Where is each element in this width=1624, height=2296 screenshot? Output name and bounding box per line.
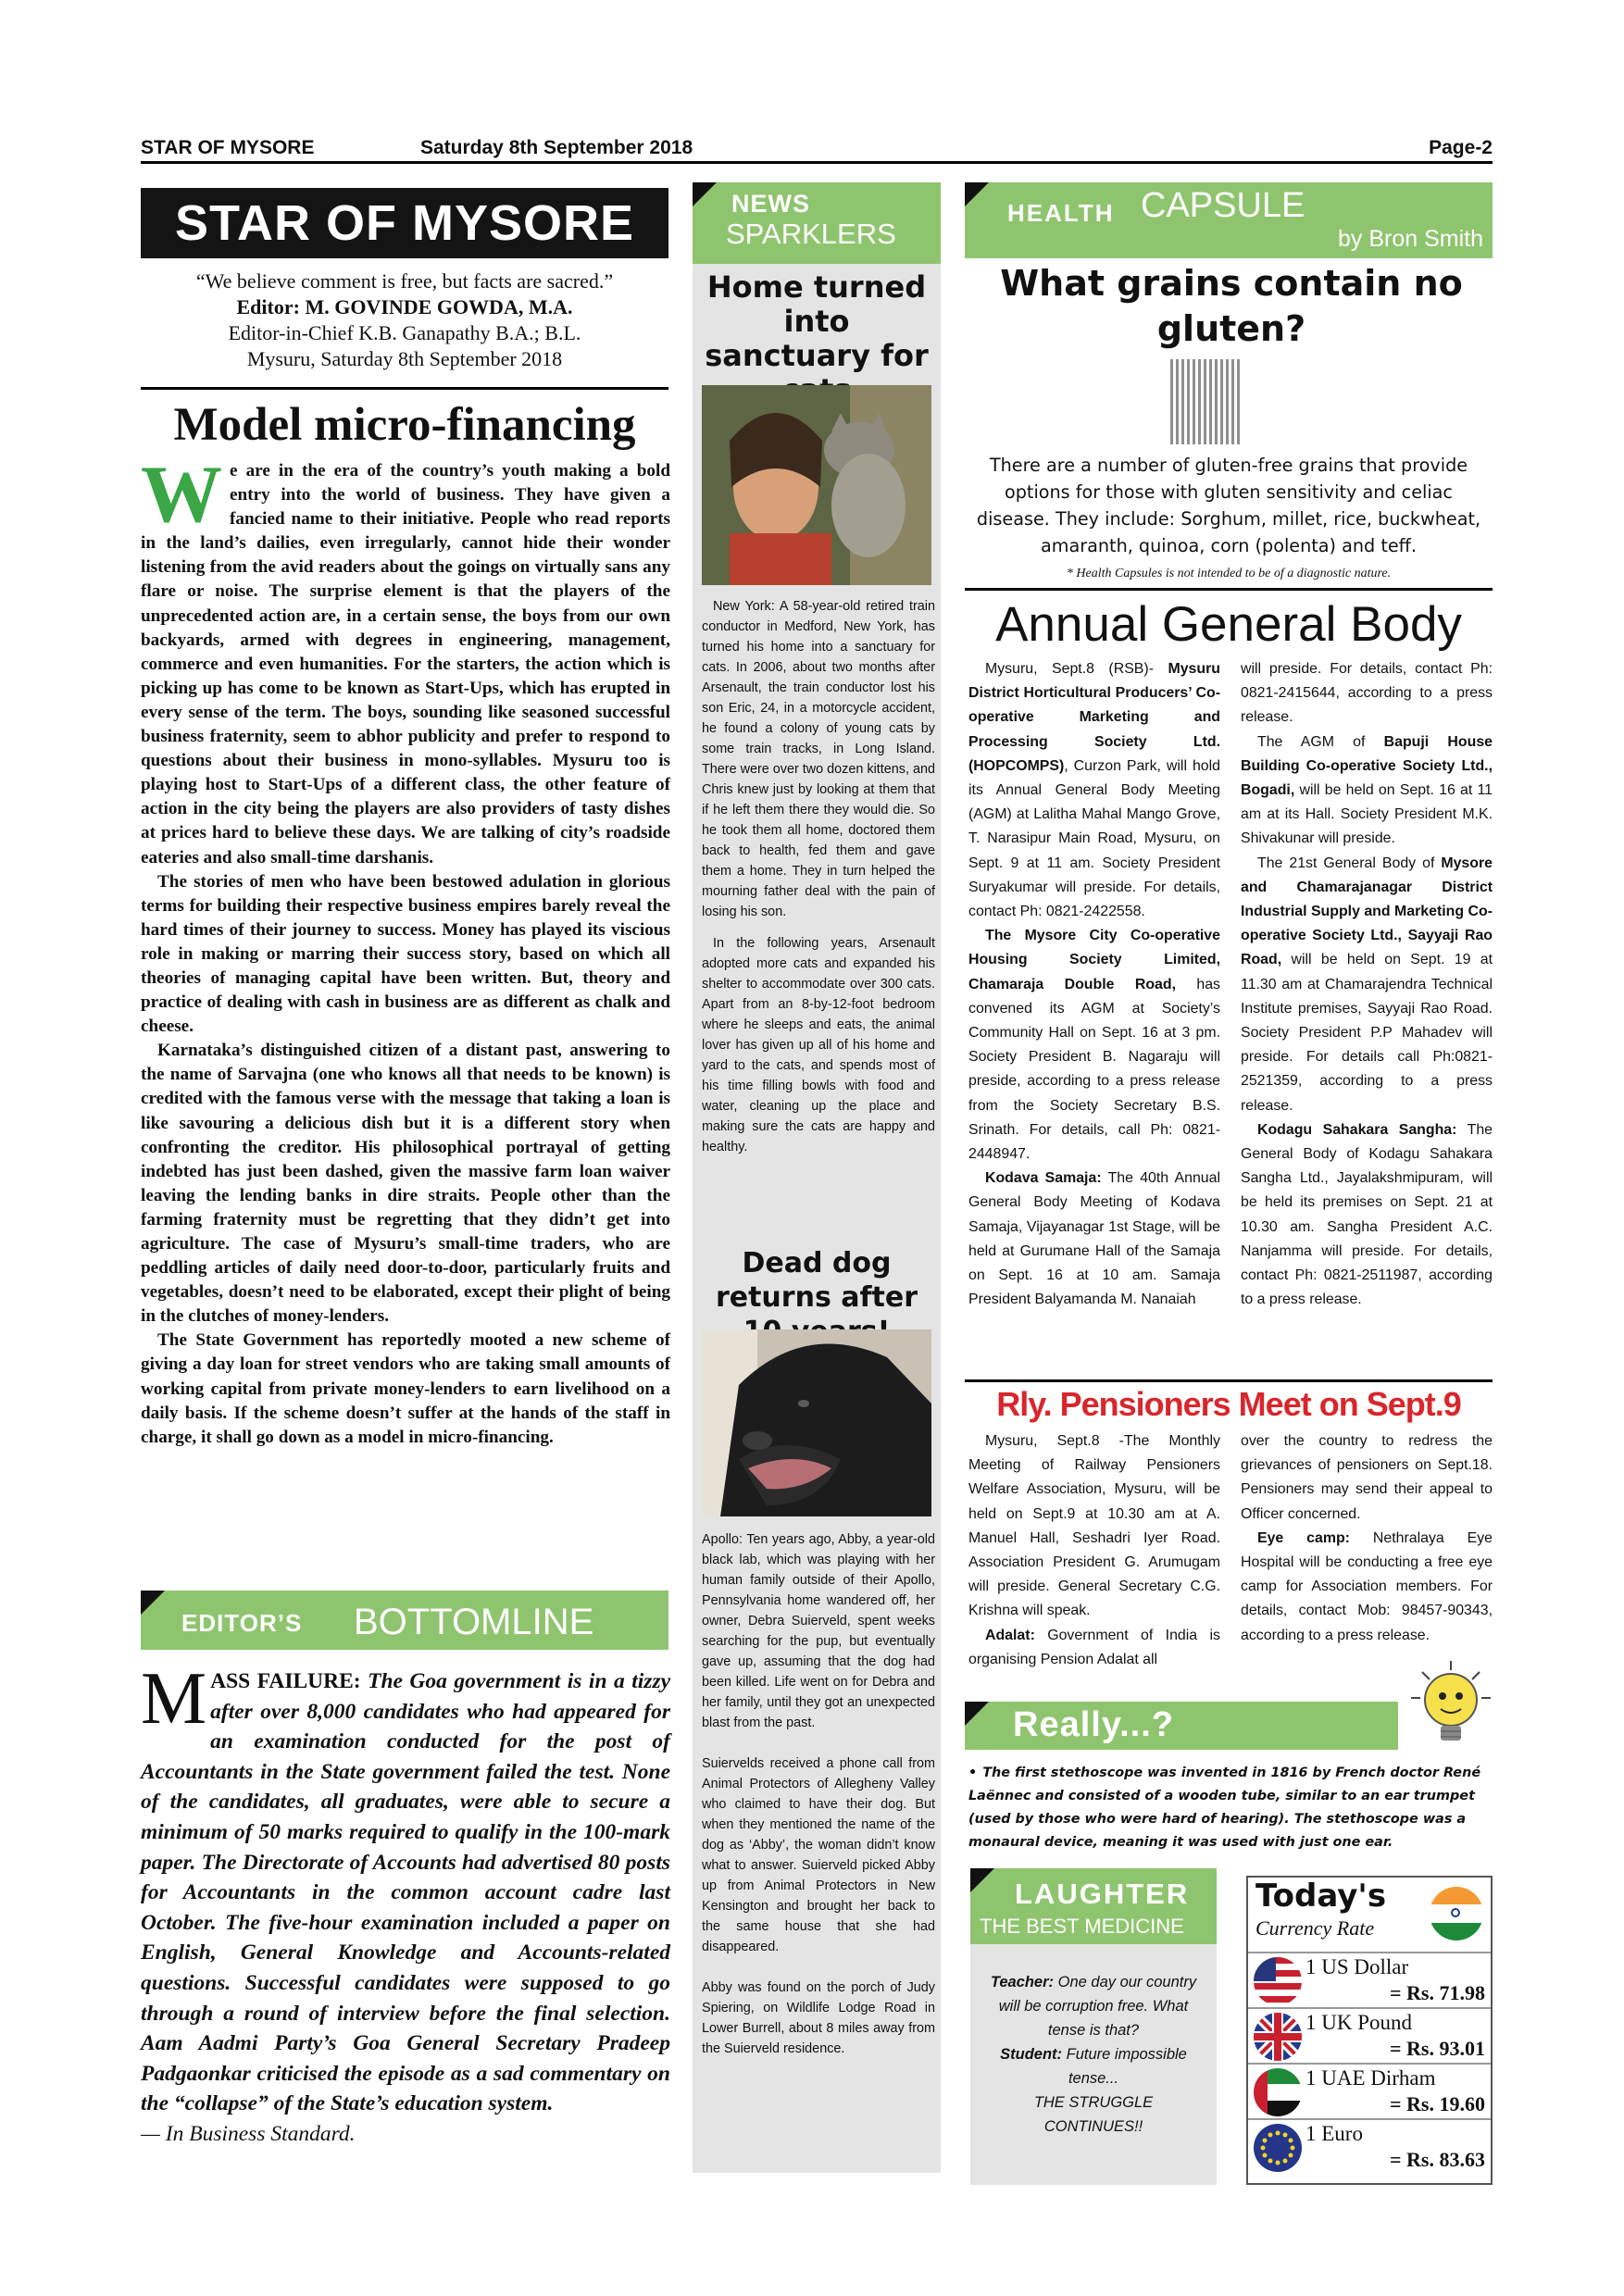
currency-title: Today's	[1255, 1878, 1387, 1915]
agb-item-3-cont: will preside. For details, contact Ph: 0821-2415644, according to a press release.	[1241, 661, 1493, 726]
story1-paragraph-2: In the following years, Arsenault adopted more cats and expanded his shelter to accommodate over 300 cats. Apart from an 8-by-12-foot bedroom where he sleeps and eats, the animal lover has given up all of his home and yard to the cats, and spends most of his time filling bowls with food and water, cleaning up the place and making sure the cats are happy and healthy.	[702, 936, 935, 1154]
banner-corner-icon	[970, 1868, 994, 1892]
rate-value-aed: = Rs. 19.60	[1390, 2092, 1485, 2115]
sparklers-label-b: SPARKLERS	[726, 218, 896, 250]
rate-value-eur: = Rs. 83.63	[1390, 2148, 1485, 2171]
health-note: * Health Capsules is not intended to be of a diagnostic nature.	[1066, 567, 1392, 580]
banner-corner-icon	[965, 1702, 989, 1726]
laughter-label-b: THE BEST MEDICINE	[980, 1915, 1184, 1938]
currency-subtitle: Currency Rate	[1255, 1916, 1375, 1940]
agb-item-2: The Mysore City Co-operative Housing Society Limited, Chamaraja Double Road, has convened its AGM at Society’s Community Hall on Sept. 16 at 3 pm. Society President B. Nagaraju will preside, according to a press release from the Society Secretary B.S. Srinath. For details, call Ph: 0821-2448947.	[968, 928, 1220, 1163]
bottomline-label-a: EDITOR’S	[181, 1609, 303, 1637]
bullet-icon: •	[968, 1766, 978, 1780]
uk-flag-icon	[1254, 2013, 1302, 2061]
story2-body	[702, 1529, 935, 2059]
masthead-motto: “We believe comment is free, but facts are sacred.”	[195, 269, 614, 293]
health-rule	[965, 588, 1493, 591]
health-body: There are a number of gluten-free grains that provide options for those with gluten sensitivity and celiac disease. They include: Sorghum, millet, rice, buckwheat, amaranth, quinoa, corn (polenta) and teff.	[976, 455, 1481, 556]
agb-item-4: The AGM of Bapuji House Building Co-operative Society Ltd., Bogadi, will be held on Sept. 16 at 11 am at its Hall. Society President M.K. Shivakunar will preside.	[1241, 733, 1493, 847]
eu-flag-icon	[1254, 2124, 1302, 2172]
story1-paragraph-1: New York: A 58-year-old retired train conductor in Medford, New York, has turned his home into a sanctuary for cats. In 2006, about two months after Arsenault, the train conductor lost his son Eric, 24, in a motorcycle accident, he found a colony of young cats by some train tracks, in Long Island. There were over two dozen kittens, and Chris knew just by looking at them that if he left them there they would die. So he took them all home, doctored them back to health, fed them and gave them a home. They in turn helped the mourning father deal with the pain of losing his son.	[702, 599, 935, 919]
editorial-paragraph-4: The State Government has reportedly mooted a new scheme of giving a day loan for street vendors who are taking small amounts of working capital from private money-lenders to earn livelihood on a daily basis. If the scheme doesn’t suffer at the hands of the staff in charge, it shall go down as a model in micro-financing.	[141, 1330, 670, 1447]
health-banner	[965, 182, 1493, 258]
masthead-editor: Editor: M. GOVINDE GOWDA, M.A.	[236, 295, 573, 318]
rate-row-aed	[1248, 2063, 1491, 2120]
rly-paragraph-2: over the country to redress the grievances of pensioners on Sept.18. Pensioners may send their appeal to Officer concerned.	[1241, 1433, 1493, 1522]
editorial-paragraph-1: e are in the era of the country’s youth making a bold entry into the world of business. They have given a fancied name to their initiative. People who read reports in the land’s dailies, even irregularly, cannot hide their wonder listening from the avid readers about the goings on virtually sans any flare or noise. The surprise element is that the players of the unprecedented action are, in a certain sense, the boys from our own backyards, armed with degrees in engineering, management, commerce and even humanities. For the starters, the action which is picking up has come to be known as Start-Ups, which has erupted in every sense of the term. The boys, sounding like seasoned successful business fraternity, seem to abhor publicity and prefer to respond to questions about their business in mono-syllables. Mysuru too is playing host to Start-Ups of a different class, the other feature of action in the city being the players are also providers of tasty dishes at prices hard to believe these days. We are talking of city’s roadside eateries and also small-time darshanis.	[141, 461, 670, 867]
sparklers-label-a: NEWS	[731, 190, 810, 218]
masthead-rule	[141, 387, 668, 390]
health-title: What grains contain no gluten?	[1000, 263, 1463, 349]
really-label: Really...?	[1013, 1705, 1175, 1744]
story2-paragraph-3: Abby was found on the porch of Judy Spiering, on Wildlife Lodge Road in Lower Burrell, about 8 miles away from the Suierveld residence.	[702, 1980, 935, 2056]
rate-row-eur	[1248, 2118, 1491, 2176]
editorial-body	[141, 450, 670, 1450]
bottomline-label-b: BOTTOMLINE	[354, 1602, 594, 1642]
bottomline-text: The Goa government is in a tizzy after over 8,000 candidates who had appeared for an examination conducted for the post of Accountants in the State government failed the test. None of the candidates, all graduates, were able to secure a minimum of 50 marks required to qualify in the 100-mark paper. The Directorate of Accounts had advertised 80 posts for Accountants in the common account cadre last October. The five-hour examination included a paper on English, General Knowledge and Accounts-related questions. Successful candidates were supposed to go through a round of interview before the final selection. Aam Aadmi Party’s Goa General Secretary Pradeep Padgaonkar criticised the episode as a sad commentary on the “collapse” of the State’s education system.	[141, 1669, 671, 2116]
rate-name-usd: 1 US Dollar	[1305, 1955, 1409, 1978]
cat-man-photo	[702, 385, 931, 585]
rly-paragraph-adalat: Adalat: Government of India is organising Pension Adalat all	[968, 1627, 1220, 1667]
dog-illustration	[702, 1329, 931, 1516]
banner-corner-icon	[965, 182, 989, 206]
agb-column-1	[968, 657, 1220, 1312]
page-header	[141, 137, 1493, 164]
agb-item-1: Mysuru, Sept.8 (RSB)- Mysuru District Horticultural Producers’ Co-operative Marketing and Processing Society Ltd. (HOPCOMPS), Curzon Park, will hold its Annual General Body Meeting (AGM) at Lalitha Mahal Mango Grove, T. Narasipur Main Road, Mysuru, on Sept. 9 at 11 am. Society President Suryakumar will preside. For details, contact Ph: 0821-2422558.	[968, 661, 1220, 920]
editorial-dropcap: W	[141, 450, 222, 540]
banner-corner-icon	[141, 1591, 165, 1615]
bottomline-body	[141, 1658, 671, 2150]
dog-photo	[702, 1329, 931, 1516]
health-label-b: CAPSULE	[1141, 186, 1305, 225]
rly-title: Rly. Pensioners Meet on Sept.9	[996, 1385, 1461, 1423]
rly-paragraph-eye: Eye camp: Nethralaya Eye Hospital will be conducting a free eye camp for Association members. For details, contact Mob: 98457-90343, according to a press release.	[1241, 1529, 1493, 1643]
currency-box	[1246, 1876, 1493, 2185]
rate-value-gbp: = Rs. 93.01	[1390, 2037, 1485, 2060]
health-byline: by Bron Smith	[1337, 226, 1483, 252]
rly-paragraph-1: Mysuru, Sept.8 -The Monthly Meeting of Railway Pensioners Welfare Association, Mysuru, will be held on Sept.9 at 10.30 am at A. Manuel Hall, Seshadri Iyer Road. Association President G. Arumugam will preside. General Secretary C.G. Krishna will speak.	[968, 1433, 1220, 1619]
rly-column-2	[1241, 1429, 1493, 1648]
health-label-a: HEALTH	[1007, 199, 1115, 227]
laughter-label-a: LAUGHTER	[1015, 1878, 1190, 1910]
laughter-banner	[970, 1868, 1217, 1944]
rate-name-aed: 1 UAE Dirham	[1305, 2066, 1436, 2090]
story1-title: Home turned into sanctuary for	[705, 269, 929, 373]
editorial-paragraph-3: Karnataka’s distinguished citizen of a distant past, answering to the name of Sarvajna (one who knows all that needs to be known) is credited with the famous verse with the message that taking a loan is like savouring a delicious dish but it is a different story when confronting the creditor. His philosophical portrayal of getting indebted has just been dashed, given the massive farm loan waiver leaving the lending banks in dire straits. People other than the farming fraternity must be regretting that they didn’t get into agriculture. The case of Mysuru’s small-time traders, who are peddling articles of daily need door-to-door, particularly fruits and vegetables, doesn’t need to be elaborated, except their plight of being in the clutches of money-lenders.	[141, 1041, 670, 1327]
joke-student: Student: Future impossible tense...	[1000, 2046, 1187, 2087]
story2-paragraph-1: Apollo: Ten years ago, Abby, a year-old black lab, which was playing with her human family outside of their Apollo, Pennsylvania home wandered off, her owner, Debra Suierveld, spent weeks searching for the pup, but eventually gave up, assuming that the dog had been killed. Life went on for Debra and her family, until they got an unexpected blast from the past.	[702, 1532, 935, 1730]
story1-body	[702, 596, 935, 1157]
agb-item-6: Kodagu Sahakara Sangha: The General Body of Kodagu Sahakara Sangha Ltd., Jayalakshmipuram, will be held its premises on Sept. 21 at 10.30 am. Sangha President A.C. Nanjamma will preside. For details, contact Ph: 0821-2511987, according to a press release.	[1241, 1121, 1493, 1308]
bottomline-banner	[141, 1591, 668, 1650]
grain-image	[1170, 359, 1241, 444]
agb-rule	[965, 1379, 1493, 1382]
banner-corner-icon	[693, 182, 717, 206]
bottomline-source: — In Business Standard.	[141, 2121, 356, 2146]
sparklers-banner	[693, 182, 941, 264]
uae-flag-icon	[1254, 2068, 1302, 2116]
masthead-logo: STAR OF MYSORE	[141, 188, 668, 258]
rate-value-usd: = Rs. 71.98	[1390, 1981, 1485, 2004]
rly-column-1	[968, 1429, 1220, 1672]
rate-row-usd	[1248, 1952, 1491, 2009]
really-fact: • The first stethoscope was invented in 1816 by French doctor René Laënnec and consisted of a wooden tube, similar to an ear trumpet (used by those who were hard of hearing). The stethoscope was a monaural device, meaning it was used with just one ear.	[968, 1766, 1481, 1850]
india-flag-icon	[1430, 1887, 1483, 1940]
editorial-paragraph-2: The stories of men who have been bestowed adulation in glorious terms for building their respective business empires barely reveal the hard times of their journey to success. Money has played its viscious role in making or marring their success story, based on which all theories of managing capital have been written. But, theory and practice of dealing with cash in business are as different as chalk and cheese.	[141, 871, 670, 1037]
story2-paragraph-2: Suiervelds received a phone call from Animal Protectors of Allegheny Valley who claimed to have their dog. But when they mentioned the name of the dog as ‘Abby’, the woman didn’t know what to answer. Suierveld picked Abby up from Animal Protectors in New Kensington and brought her back to the same house that she had disappeared.	[702, 1756, 935, 1954]
rate-name-eur: 1 Euro	[1305, 2122, 1363, 2145]
masthead-info	[141, 268, 668, 372]
header-page-number: Page-2	[1429, 137, 1493, 158]
masthead-dateline: Mysuru, Saturday 8th September 2018	[246, 347, 563, 370]
header-paper-name: STAR OF MYSORE	[141, 137, 315, 158]
bottomline-lead: ASS FAILURE:	[210, 1669, 361, 1693]
rate-name-gbp: 1 UK Pound	[1305, 2011, 1413, 2034]
joke-teacher: Teacher: One day our country will be corruption free. What tense is that?	[990, 1974, 1197, 2039]
joke-punchline: THE STRUGGLE CONTINUES!!	[1033, 2094, 1154, 2135]
header-date: Saturday 8th September 2018	[420, 137, 693, 158]
bottomline-dropcap: M	[141, 1658, 207, 1740]
masthead-editor-in-chief: Editor-in-Chief K.B. Ganapathy B.A.; B.L.	[228, 321, 581, 344]
cat-man-illustration	[702, 385, 931, 585]
laughter-joke	[980, 1970, 1207, 2139]
agb-item-5: The 21st General Body of Mysore and Chamarajanagar District Industrial Supply and Marketing Co-operative Society Ltd., Sayyaji Rao Road, will be held on Sept. 19 at 11.30 am at Chamarajendra Technical Institute premises, Sayyaji Rao Road. Society President P.P Mahadev will preside. For details call Ph:0821-2521359, according to a press release.	[1241, 855, 1493, 1114]
agb-column-2	[1241, 657, 1493, 1312]
agb-item-3: Kodava Samaja: The 40th Annual General Body Meeting of Kodava Samaja, Vijayanagar 1st Stage, will be held at Gurumane Hall of the Samaja on Sept. 16 at 10 am. Samaja President Balyamanda M. Nanaiah	[968, 1170, 1220, 1308]
rate-row-gbp	[1248, 2007, 1491, 2065]
really-banner	[965, 1702, 1398, 1750]
editorial-title: Model micro-financing	[173, 399, 636, 451]
agb-title: Annual General Body	[995, 597, 1462, 652]
us-flag-icon	[1254, 1957, 1302, 2005]
lightbulb-icon	[1409, 1659, 1493, 1752]
story2-title: Dead dog returns after	[715, 1247, 918, 1314]
